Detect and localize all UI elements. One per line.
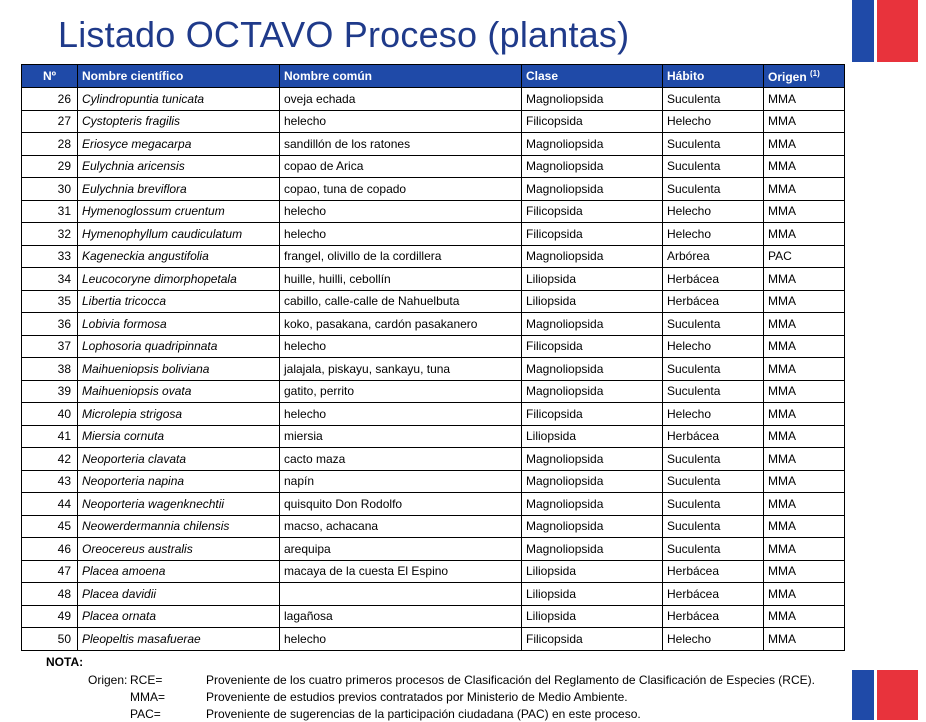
cell-numero: 49 xyxy=(22,605,78,628)
cell-habito: Suculenta xyxy=(663,133,764,156)
cell-numero: 45 xyxy=(22,515,78,538)
cell-nombre-comun: copao de Arica xyxy=(280,155,522,178)
cell-origen: MMA xyxy=(764,88,845,111)
cell-clase: Liliopsida xyxy=(522,290,663,313)
cell-clase: Filicopsida xyxy=(522,200,663,223)
cell-nombre-cientifico: Cystopteris fragilis xyxy=(78,110,280,133)
header-clase: Clase xyxy=(522,65,663,88)
table-row xyxy=(22,268,845,291)
cell-clase: Liliopsida xyxy=(522,560,663,583)
cell-numero: 26 xyxy=(22,88,78,111)
table-row xyxy=(22,448,845,471)
cell-habito: Helecho xyxy=(663,110,764,133)
cell-clase: Filicopsida xyxy=(522,628,663,651)
table-body xyxy=(22,88,845,651)
header-origen-label: Origen xyxy=(768,69,807,84)
cell-nombre-comun: helecho xyxy=(280,403,522,426)
cell-clase: Filicopsida xyxy=(522,223,663,246)
cell-nombre-cientifico: Pleopeltis masafuerae xyxy=(78,628,280,651)
cell-origen: MMA xyxy=(764,380,845,403)
cell-origen: MMA xyxy=(764,335,845,358)
cell-origen: MMA xyxy=(764,425,845,448)
cell-nombre-cientifico: Maihueniopsis boliviana xyxy=(78,358,280,381)
cell-origen: MMA xyxy=(764,493,845,516)
cell-numero: 37 xyxy=(22,335,78,358)
table-row xyxy=(22,200,845,223)
cell-numero: 47 xyxy=(22,560,78,583)
cell-nombre-cientifico: Eulychnia aricensis xyxy=(78,155,280,178)
table-row xyxy=(22,538,845,561)
table-row xyxy=(22,605,845,628)
cell-nombre-comun: macso, achacana xyxy=(280,515,522,538)
cell-nombre-comun: helecho xyxy=(280,335,522,358)
cell-origen: MMA xyxy=(764,358,845,381)
cell-numero: 41 xyxy=(22,425,78,448)
table-row xyxy=(22,88,845,111)
table-row xyxy=(22,493,845,516)
cell-habito: Suculenta xyxy=(663,515,764,538)
cell-nombre-cientifico: Hymenophyllum caudiculatum xyxy=(78,223,280,246)
cell-habito: Helecho xyxy=(663,223,764,246)
cell-origen: MMA xyxy=(764,628,845,651)
cell-nombre-comun: oveja echada xyxy=(280,88,522,111)
cell-numero: 30 xyxy=(22,178,78,201)
cell-habito: Helecho xyxy=(663,200,764,223)
nota-line xyxy=(46,671,815,688)
table-row xyxy=(22,178,845,201)
cell-nombre-comun: helecho xyxy=(280,200,522,223)
page-title: Listado OCTAVO Proceso (plantas) xyxy=(58,14,630,55)
header-origen-footnote: (1) xyxy=(810,68,820,78)
cell-numero: 50 xyxy=(22,628,78,651)
cell-nombre-comun: napín xyxy=(280,470,522,493)
cell-clase: Filicopsida xyxy=(522,335,663,358)
cell-numero: 43 xyxy=(22,470,78,493)
nota-line xyxy=(46,688,815,705)
cell-nombre-comun: cacto maza xyxy=(280,448,522,471)
cell-clase: Magnoliopsida xyxy=(522,245,663,268)
cell-numero: 40 xyxy=(22,403,78,426)
cell-habito: Suculenta xyxy=(663,538,764,561)
cell-origen: MMA xyxy=(764,155,845,178)
cell-nombre-cientifico: Neoporteria napina xyxy=(78,470,280,493)
cell-nombre-comun xyxy=(280,583,522,606)
cell-nombre-comun: sandillón de los ratones xyxy=(280,133,522,156)
table-row xyxy=(22,628,845,651)
cell-habito: Suculenta xyxy=(663,380,764,403)
cell-origen: MMA xyxy=(764,515,845,538)
cell-clase: Magnoliopsida xyxy=(522,470,663,493)
cell-origen: MMA xyxy=(764,223,845,246)
table-row xyxy=(22,358,845,381)
cell-clase: Magnoliopsida xyxy=(522,133,663,156)
cell-habito: Helecho xyxy=(663,628,764,651)
flag-white-stripe xyxy=(874,670,877,720)
cell-origen: MMA xyxy=(764,200,845,223)
cell-origen: MMA xyxy=(764,313,845,336)
cell-habito: Helecho xyxy=(663,335,764,358)
table-row xyxy=(22,560,845,583)
cell-nombre-comun: cabillo, calle-calle de Nahuelbuta xyxy=(280,290,522,313)
cell-clase: Magnoliopsida xyxy=(522,358,663,381)
cell-habito: Suculenta xyxy=(663,470,764,493)
cell-numero: 31 xyxy=(22,200,78,223)
cell-nombre-cientifico: Miersia cornuta xyxy=(78,425,280,448)
cell-nombre-comun: quisquito Don Rodolfo xyxy=(280,493,522,516)
cell-numero: 34 xyxy=(22,268,78,291)
cell-nombre-cientifico: Placea ornata xyxy=(78,605,280,628)
cell-nombre-comun: lagañosa xyxy=(280,605,522,628)
cell-habito: Suculenta xyxy=(663,448,764,471)
cell-numero: 28 xyxy=(22,133,78,156)
cell-nombre-cientifico: Lobivia formosa xyxy=(78,313,280,336)
cell-nombre-cientifico: Neowerdermannia chilensis xyxy=(78,515,280,538)
table-row xyxy=(22,515,845,538)
cell-habito: Suculenta xyxy=(663,493,764,516)
cell-nombre-cientifico: Hymenoglossum cruentum xyxy=(78,200,280,223)
cell-nombre-comun: koko, pasakana, cardón pasakanero xyxy=(280,313,522,336)
cell-numero: 38 xyxy=(22,358,78,381)
table-row xyxy=(22,223,845,246)
cell-nombre-comun: helecho xyxy=(280,110,522,133)
cell-clase: Liliopsida xyxy=(522,268,663,291)
cell-numero: 29 xyxy=(22,155,78,178)
cell-nombre-cientifico: Microlepia strigosa xyxy=(78,403,280,426)
header-numero: Nº xyxy=(22,65,78,88)
table-row xyxy=(22,245,845,268)
flag-white-stripe xyxy=(874,0,877,62)
cell-origen: MMA xyxy=(764,605,845,628)
cell-nombre-cientifico: Leucocoryne dimorphopetala xyxy=(78,268,280,291)
header-nombre-cientifico: Nombre científico xyxy=(78,65,280,88)
cell-nombre-cientifico: Eulychnia breviflora xyxy=(78,178,280,201)
table-header-row xyxy=(22,65,845,88)
cell-habito: Helecho xyxy=(663,403,764,426)
cell-nombre-comun: gatito, perrito xyxy=(280,380,522,403)
cell-origen: MMA xyxy=(764,583,845,606)
flag-blue-band xyxy=(852,670,874,720)
cell-habito: Suculenta xyxy=(663,358,764,381)
cell-habito: Herbácea xyxy=(663,605,764,628)
cell-nombre-cientifico: Placea amoena xyxy=(78,560,280,583)
cell-nombre-comun: copao, tuna de copado xyxy=(280,178,522,201)
cell-numero: 33 xyxy=(22,245,78,268)
cell-origen: MMA xyxy=(764,110,845,133)
nota-origen-label: Origen: xyxy=(88,672,128,687)
table-row xyxy=(22,335,845,358)
cell-clase: Magnoliopsida xyxy=(522,538,663,561)
cell-habito: Herbácea xyxy=(663,268,764,291)
nota-code: MMA= xyxy=(130,689,166,704)
cell-clase: Magnoliopsida xyxy=(522,515,663,538)
cell-origen: MMA xyxy=(764,448,845,471)
cell-origen: MMA xyxy=(764,470,845,493)
table-row xyxy=(22,470,845,493)
cell-nombre-comun: arequipa xyxy=(280,538,522,561)
cell-nombre-comun: jalajala, piskayu, sankayu, tuna xyxy=(280,358,522,381)
cell-origen: MMA xyxy=(764,403,845,426)
chile-flag-decoration-bottom xyxy=(852,670,918,720)
cell-origen: MMA xyxy=(764,268,845,291)
nota-text: Proveniente de los cuatro primeros procesos de Clasificación del Reglamento de Clasificación de Especies (RCE). xyxy=(206,672,815,687)
header-nombre-comun: Nombre común xyxy=(280,65,522,88)
table-row xyxy=(22,155,845,178)
nota-text: Proveniente de estudios previos contratados por Ministerio de Medio Ambiente. xyxy=(206,689,628,704)
cell-clase: Magnoliopsida xyxy=(522,313,663,336)
table-row xyxy=(22,313,845,336)
cell-clase: Liliopsida xyxy=(522,605,663,628)
nota-line xyxy=(46,705,815,722)
chile-flag-decoration-top xyxy=(852,0,918,62)
cell-numero: 46 xyxy=(22,538,78,561)
table-row xyxy=(22,133,845,156)
table-row xyxy=(22,425,845,448)
cell-nombre-cientifico: Neoporteria wagenknechtii xyxy=(78,493,280,516)
cell-habito: Herbácea xyxy=(663,425,764,448)
header-origen xyxy=(764,65,845,88)
cell-habito: Suculenta xyxy=(663,155,764,178)
flag-red-band xyxy=(874,0,918,62)
cell-nombre-comun: miersia xyxy=(280,425,522,448)
flag-blue-band xyxy=(852,0,874,62)
cell-habito: Suculenta xyxy=(663,313,764,336)
cell-origen: MMA xyxy=(764,133,845,156)
header-habito: Hábito xyxy=(663,65,764,88)
cell-nombre-cientifico: Lophosoria quadripinnata xyxy=(78,335,280,358)
cell-numero: 48 xyxy=(22,583,78,606)
nota-section xyxy=(46,655,815,722)
cell-habito: Arbórea xyxy=(663,245,764,268)
cell-origen: MMA xyxy=(764,178,845,201)
flag-red-band xyxy=(874,670,918,720)
table-row xyxy=(22,110,845,133)
nota-code: PAC= xyxy=(130,706,161,721)
cell-origen: MMA xyxy=(764,290,845,313)
nota-heading: NOTA: xyxy=(46,655,84,669)
cell-nombre-cientifico: Placea davidii xyxy=(78,583,280,606)
cell-clase: Magnoliopsida xyxy=(522,155,663,178)
cell-habito: Suculenta xyxy=(663,178,764,201)
cell-nombre-comun: helecho xyxy=(280,628,522,651)
cell-clase: Liliopsida xyxy=(522,425,663,448)
cell-numero: 32 xyxy=(22,223,78,246)
cell-numero: 35 xyxy=(22,290,78,313)
nota-text: Proveniente de sugerencias de la participación ciudadana (PAC) en este proceso. xyxy=(206,706,641,721)
cell-nombre-cientifico: Neoporteria clavata xyxy=(78,448,280,471)
cell-nombre-comun: macaya de la cuesta El Espino xyxy=(280,560,522,583)
cell-origen: MMA xyxy=(764,560,845,583)
cell-nombre-comun: helecho xyxy=(280,223,522,246)
table-row xyxy=(22,290,845,313)
cell-nombre-cientifico: Oreocereus australis xyxy=(78,538,280,561)
cell-origen: MMA xyxy=(764,538,845,561)
table-row xyxy=(22,403,845,426)
cell-numero: 36 xyxy=(22,313,78,336)
cell-habito: Herbácea xyxy=(663,583,764,606)
cell-clase: Liliopsida xyxy=(522,583,663,606)
cell-nombre-cientifico: Kageneckia angustifolia xyxy=(78,245,280,268)
cell-nombre-cientifico: Eriosyce megacarpa xyxy=(78,133,280,156)
cell-nombre-comun: frangel, olivillo de la cordillera xyxy=(280,245,522,268)
species-table xyxy=(21,64,845,651)
nota-code: RCE= xyxy=(130,672,163,687)
cell-numero: 39 xyxy=(22,380,78,403)
cell-nombre-comun: huille, huilli, cebollín xyxy=(280,268,522,291)
cell-nombre-cientifico: Libertia tricocca xyxy=(78,290,280,313)
cell-numero: 27 xyxy=(22,110,78,133)
cell-habito: Suculenta xyxy=(663,88,764,111)
cell-clase: Filicopsida xyxy=(522,403,663,426)
cell-numero: 44 xyxy=(22,493,78,516)
table-row xyxy=(22,380,845,403)
cell-numero: 42 xyxy=(22,448,78,471)
cell-clase: Magnoliopsida xyxy=(522,178,663,201)
cell-clase: Magnoliopsida xyxy=(522,493,663,516)
table-row xyxy=(22,583,845,606)
cell-clase: Filicopsida xyxy=(522,110,663,133)
cell-origen: PAC xyxy=(764,245,845,268)
cell-clase: Magnoliopsida xyxy=(522,380,663,403)
cell-clase: Magnoliopsida xyxy=(522,88,663,111)
cell-habito: Herbácea xyxy=(663,290,764,313)
cell-habito: Herbácea xyxy=(663,560,764,583)
cell-nombre-cientifico: Cylindropuntia tunicata xyxy=(78,88,280,111)
cell-clase: Magnoliopsida xyxy=(522,448,663,471)
cell-nombre-cientifico: Maihueniopsis ovata xyxy=(78,380,280,403)
